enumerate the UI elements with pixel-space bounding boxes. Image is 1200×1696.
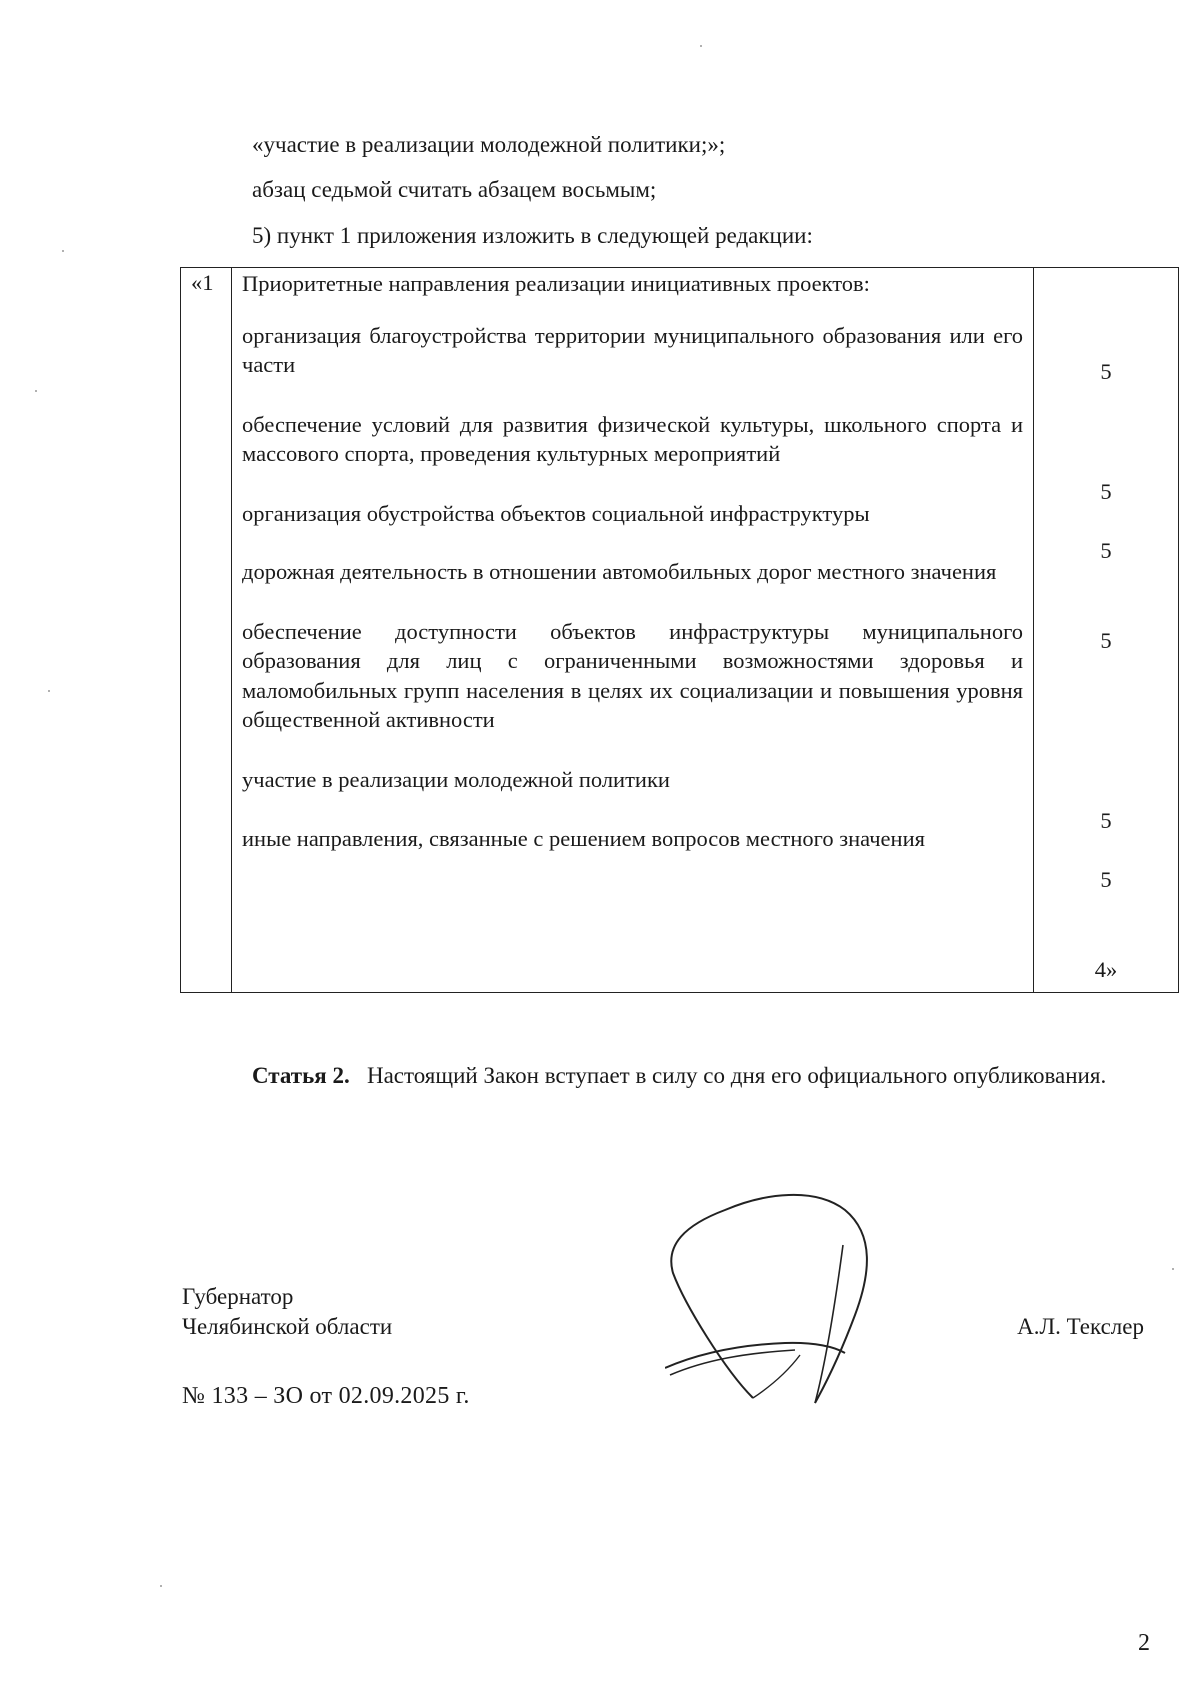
direction-value: 5 [1100, 479, 1112, 504]
direction-value: 5 [1100, 359, 1112, 384]
scan-speck [700, 45, 702, 47]
table-heading: Приоритетные направления реализации инициативных проектов: [242, 271, 870, 296]
intro-line-1: «участие в реализации молодежной политики;»; [252, 132, 726, 157]
values-column [1034, 268, 1178, 992]
article-2 [180, 1052, 1145, 1100]
direction-item: участие в реализации молодежной политики [242, 766, 670, 792]
page-number: 2 [1138, 1630, 1150, 1656]
direction-item: организация обустройства объектов социальной инфраструктуры [242, 500, 870, 526]
intro-line-3: 5) пункт 1 приложения изложить в следующей редакции: [252, 223, 813, 248]
priority-directions-table [180, 267, 1179, 993]
direction-value: 4» [1094, 957, 1118, 982]
article-text: Настоящий Закон вступает в силу со дня его официального опубликования. [366, 1063, 1107, 1088]
scan-speck [1172, 1268, 1174, 1270]
direction-item: иные направления, связанные с решением вопросов местного значения [242, 826, 925, 851]
row-number: «1 [191, 270, 214, 295]
article-label: Статья 2. [252, 1063, 350, 1088]
direction-value: 5 [1100, 538, 1112, 563]
direction-value: 5 [1100, 867, 1112, 892]
scan-speck [62, 250, 64, 252]
position-line-1: Губернатор [182, 1284, 294, 1309]
scan-speck [35, 390, 37, 392]
direction-value: 5 [1100, 808, 1112, 833]
signatory-position [182, 1282, 392, 1342]
handwritten-signature [665, 1185, 895, 1405]
scan-speck [160, 1585, 162, 1587]
direction-item: обеспечение доступности объектов инфраструктуры муниципального образования для лиц с ограниченными возможностями здоровья и маломобильных групп населения в целях их социализации и повышения уровня общественной активности [242, 618, 1023, 732]
intro-line-2: абзац седьмой считать абзацем восьмым; [252, 177, 657, 202]
signatory-name: А.Л. Текслер [1017, 1314, 1144, 1339]
direction-item: дорожная деятельность в отношении автомобильных дорог местного значения [242, 559, 997, 584]
law-number: № 133 – ЗО от 02.09.2025 г. [182, 1383, 470, 1409]
directions-text-cell [232, 268, 1034, 993]
direction-item: обеспечение условий для развития физической культуры, школьного спорта и массового спорта, проведения культурных мероприятий [242, 411, 1023, 466]
direction-item: организация благоустройства территории муниципального образования или его части [242, 322, 1023, 377]
values-cell [1034, 268, 1179, 993]
scan-speck [48, 690, 50, 692]
direction-value: 5 [1100, 628, 1112, 653]
position-line-2: Челябинской области [182, 1314, 393, 1339]
row-number-cell [181, 268, 232, 993]
